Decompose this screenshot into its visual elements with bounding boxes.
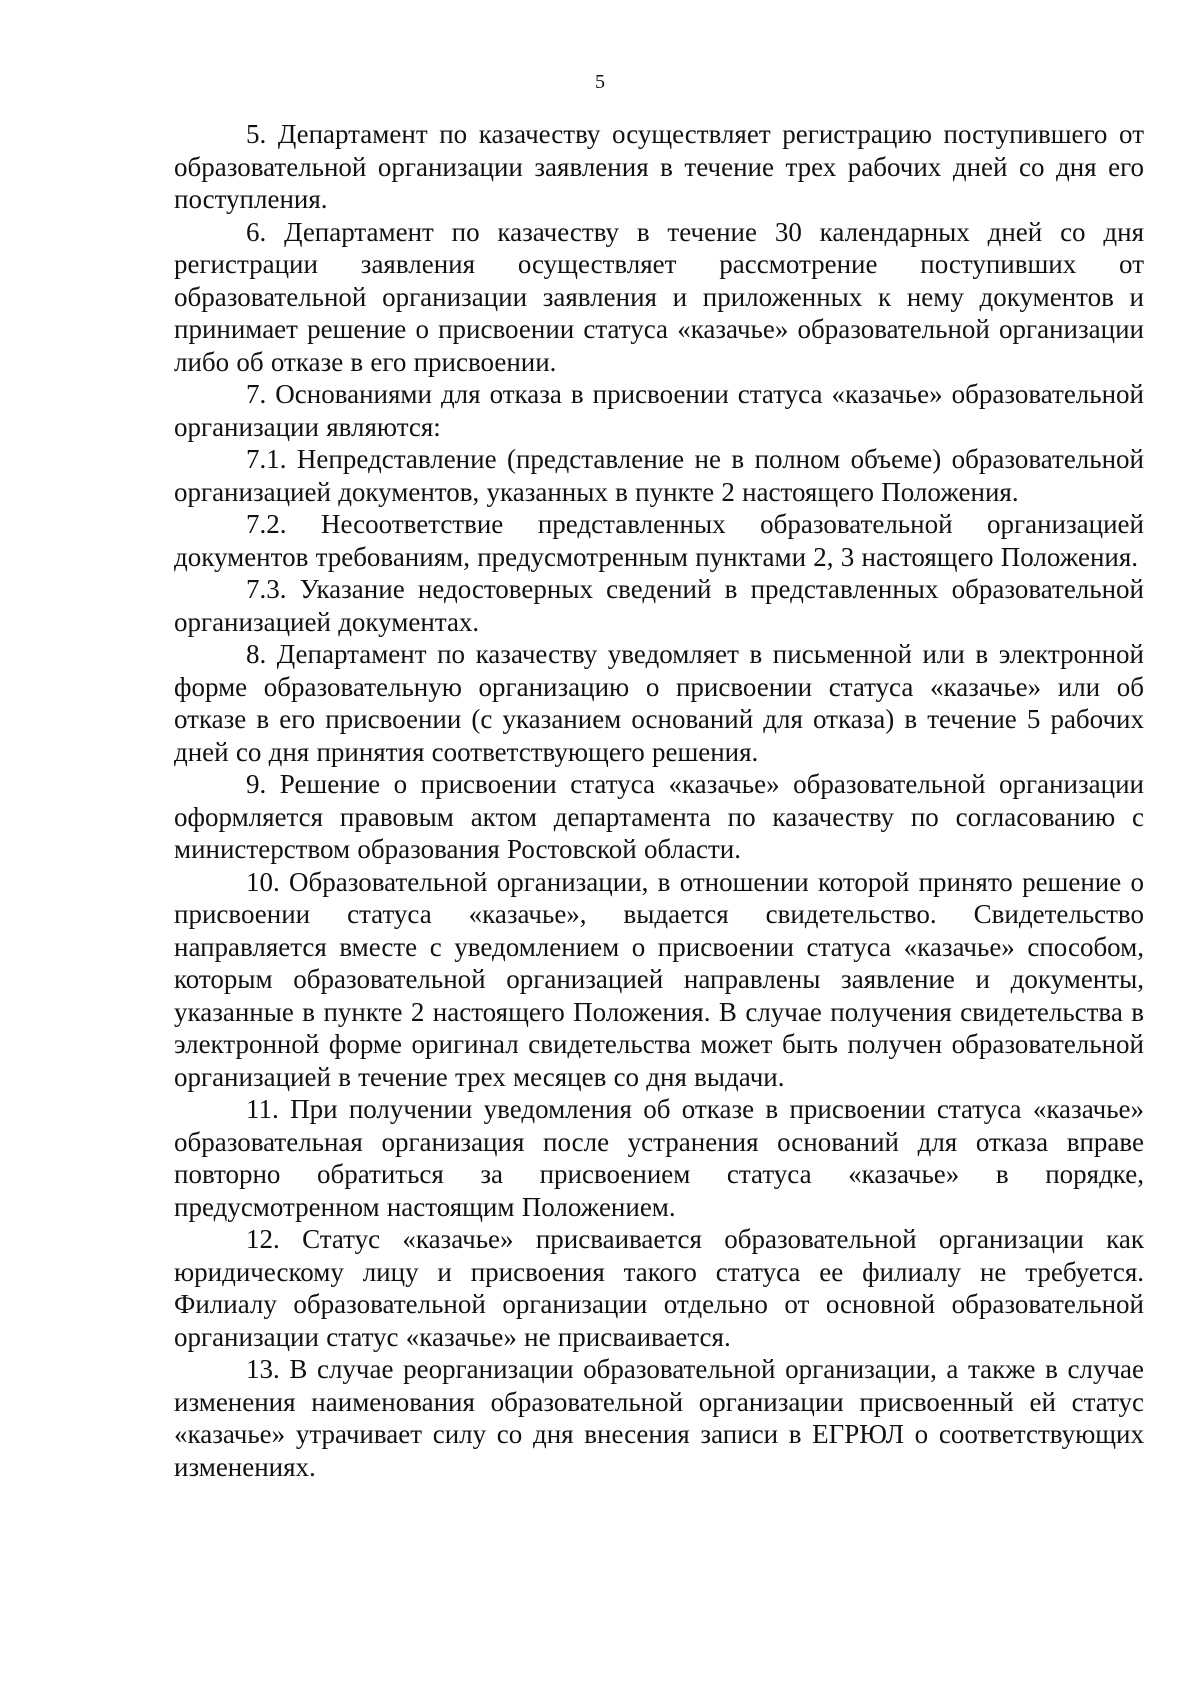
paragraph-7: 7. Основаниями для отказа в присвоении статуса «казачье» образовательной организации являются: xyxy=(174,379,1144,442)
paragraph-7-3: 7.3. Указание недостоверных сведений в представленных образовательной организацией документах. xyxy=(174,574,1144,637)
paragraph-12: 12. Статус «казачье» присваивается образовательной организации как юридическому лицу и присвоения такого статуса ее филиалу не требуется. Филиалу образовательной организации отдельно от основной образовательной организации статус «казачье» не присваивается. xyxy=(174,1224,1144,1352)
paragraph-7-1: 7.1. Непредставление (представление не в полном объеме) образовательной организацией документов, указанных в пункте 2 настоящего Положения. xyxy=(174,444,1144,507)
page-number: 5 xyxy=(595,71,605,93)
paragraph-5: 5. Департамент по казачеству осуществляет регистрацию поступившего от образовательной организации заявления в течение трех рабочих дней со дня его поступления. xyxy=(174,119,1144,214)
paragraph-9: 9. Решение о присвоении статуса «казачье» образовательной организации оформляется правовым актом департамента по казачеству по согласованию с министерством образования Ростовской области. xyxy=(174,769,1144,864)
paragraph-7-2: 7.2. Несоответствие представленных образовательной организацией документов требованиям, предусмотренным пунктами 2, 3 настоящего Положения. xyxy=(174,509,1144,572)
paragraph-11: 11. При получении уведомления об отказе в присвоении статуса «казачье» образовательная организация после устранения оснований для отказа вправе повторно обратиться за присвоением статуса «казачье» в порядке, предусмотренном настоящим Положением. xyxy=(174,1094,1144,1222)
paragraph-10: 10. Образовательной организации, в отношении которой принято решение о присвоении статуса «казачье», выдается свидетельство. Свидетельство направляется вместе с уведомлением о присвоении статуса «казачье» способом, которым образовательной организацией направлены заявление и документы, указанные в пункте 2 настоящего Положения. В случае получения свидетельства в электронной форме оригинал свидетельства может быть получен образовательной организацией в течение трех месяцев со дня выдачи. xyxy=(174,866,1144,1092)
paragraph-8: 8. Департамент по казачеству уведомляет в письменной или в электронной форме образовательную организацию о присвоении статуса «казачье» или об отказе в его присвоении (с указанием оснований для отказа) в течение 5 рабочих дней со дня принятия соответствующего решения. xyxy=(174,639,1144,767)
paragraph-6: 6. Департамент по казачеству в течение 30 календарных дней со дня регистрации заявления осуществляет рассмотрение поступивших от образовательной организации заявления и приложенных к нему документов и принимает решение о присвоении статуса «казачье» образовательной организации либо об отказе в его присвоении. xyxy=(174,216,1144,377)
document-body xyxy=(174,118,1144,1483)
paragraph-13: 13. В случае реорганизации образовательной организации, а также в случае изменения наименования образовательной организации присвоенный ей статус «казачье» утрачивает силу со дня внесения записи в ЕГРЮЛ о соответствующих изменениях. xyxy=(174,1354,1144,1482)
